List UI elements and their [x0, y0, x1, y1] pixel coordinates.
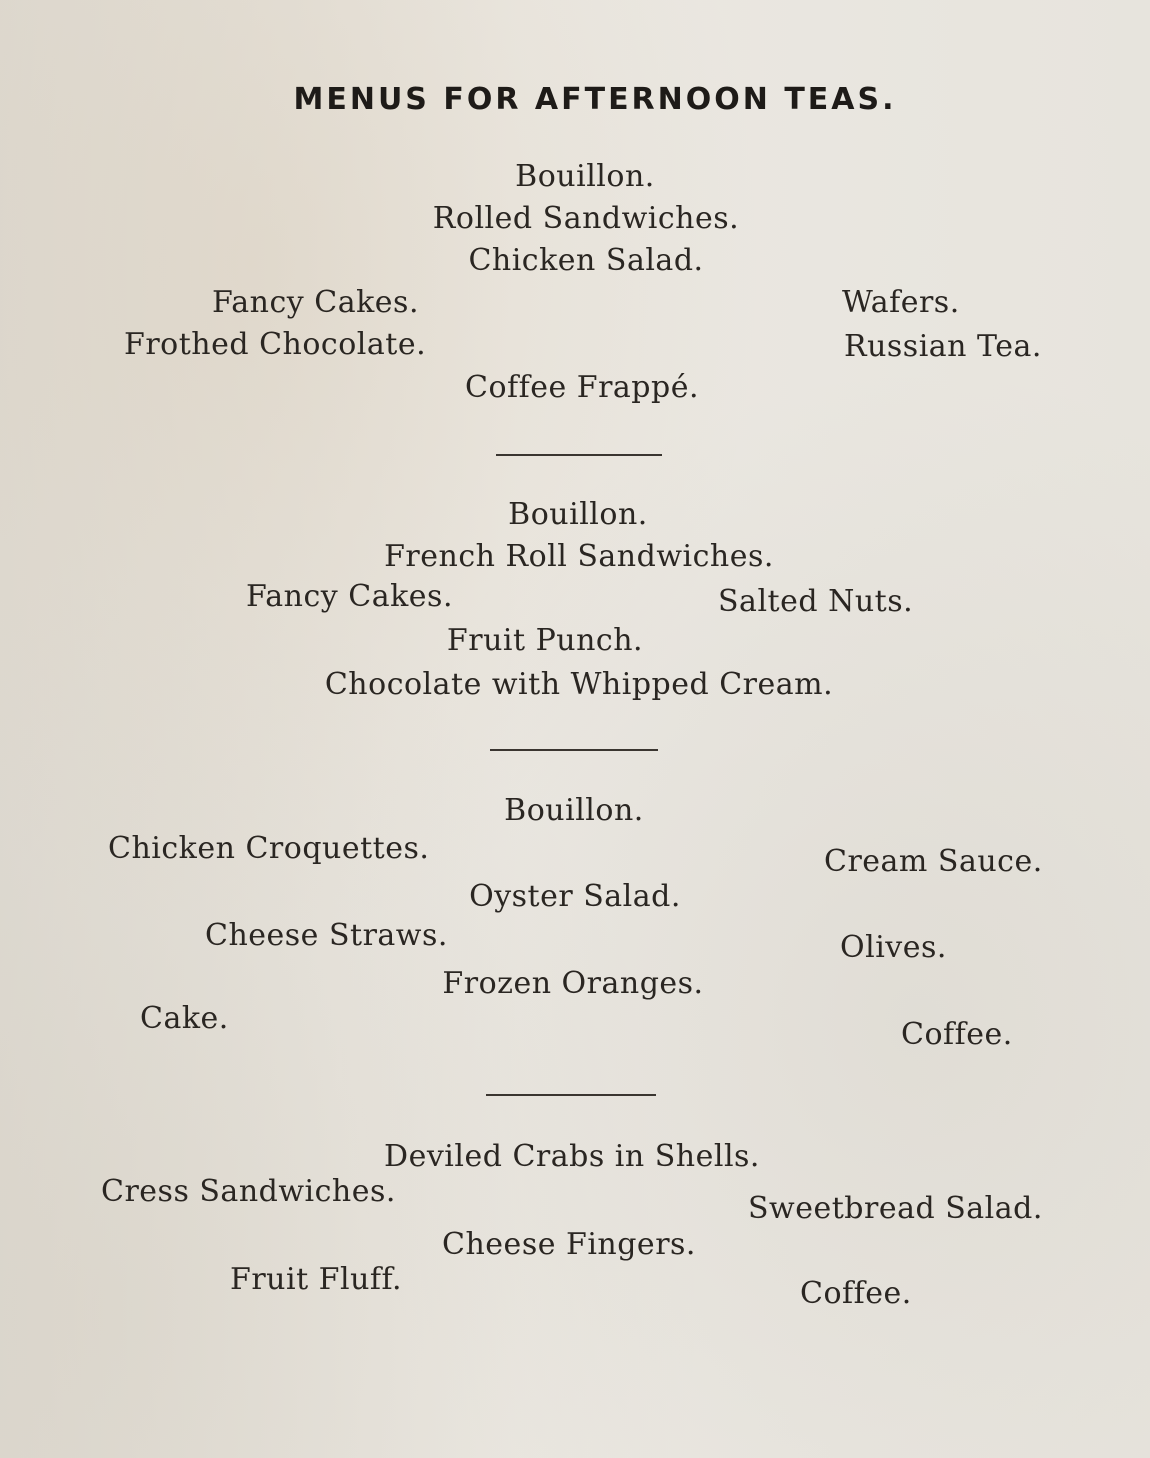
- menu-2-item-fancy-cakes: Fancy Cakes.: [246, 579, 453, 614]
- menu-1-item-coffee-frappe: Coffee Frappé.: [464, 370, 700, 405]
- menu-1-item-wafers: Wafers.: [842, 285, 960, 320]
- menu-2-item-french-roll-sandwiches: French Roll Sandwiches.: [384, 539, 774, 574]
- menu-2-item-chocolate-whipped-cream: Chocolate with Whipped Cream.: [324, 667, 834, 702]
- menu-4-item-cress-sandwiches: Cress Sandwiches.: [101, 1174, 396, 1209]
- menu-4-item-sweetbread-salad: Sweetbread Salad.: [748, 1191, 1043, 1226]
- menu-1-item-frothed-chocolate: Frothed Chocolate.: [124, 327, 427, 362]
- menu-2-item-salted-nuts: Salted Nuts.: [718, 584, 914, 619]
- menu-3-item-bouillon: Bouillon.: [504, 793, 644, 828]
- menu-4-item-deviled-crabs: Deviled Crabs in Shells.: [384, 1139, 760, 1174]
- menu-3-item-cake: Cake.: [140, 1001, 229, 1036]
- page-title: MENUS FOR AFTERNOON TEAS.: [293, 82, 897, 117]
- menu-3-item-cream-sauce: Cream Sauce.: [824, 844, 1043, 879]
- menu-4-item-fruit-fluff: Fruit Fluff.: [230, 1262, 403, 1297]
- menu-1-item-rolled-sandwiches: Rolled Sandwiches.: [432, 201, 740, 236]
- menu-3-item-coffee: Coffee.: [901, 1017, 1013, 1052]
- menu-1-item-fancy-cakes: Fancy Cakes.: [212, 285, 419, 320]
- menu-3-item-frozen-oranges: Frozen Oranges.: [442, 966, 704, 1001]
- menu-3-item-oyster-salad: Oyster Salad.: [469, 879, 681, 914]
- menu-3-item-cheese-straws: Cheese Straws.: [205, 918, 448, 953]
- menu-4-item-coffee: Coffee.: [800, 1276, 912, 1311]
- menu-3-item-chicken-croquettes: Chicken Croquettes.: [108, 831, 430, 866]
- menu-1-item-bouillon: Bouillon.: [515, 159, 655, 194]
- menu-divider: [490, 749, 658, 751]
- menu-3-item-olives: Olives.: [840, 930, 947, 965]
- menu-divider: [486, 1094, 656, 1096]
- menu-2-item-fruit-punch: Fruit Punch.: [446, 623, 644, 658]
- menu-divider: [496, 454, 662, 456]
- menu-1-item-russian-tea: Russian Tea.: [844, 329, 1042, 364]
- menu-2-item-bouillon: Bouillon.: [508, 497, 648, 532]
- menu-4-item-cheese-fingers: Cheese Fingers.: [442, 1227, 696, 1262]
- menu-1-item-chicken-salad: Chicken Salad.: [468, 243, 704, 278]
